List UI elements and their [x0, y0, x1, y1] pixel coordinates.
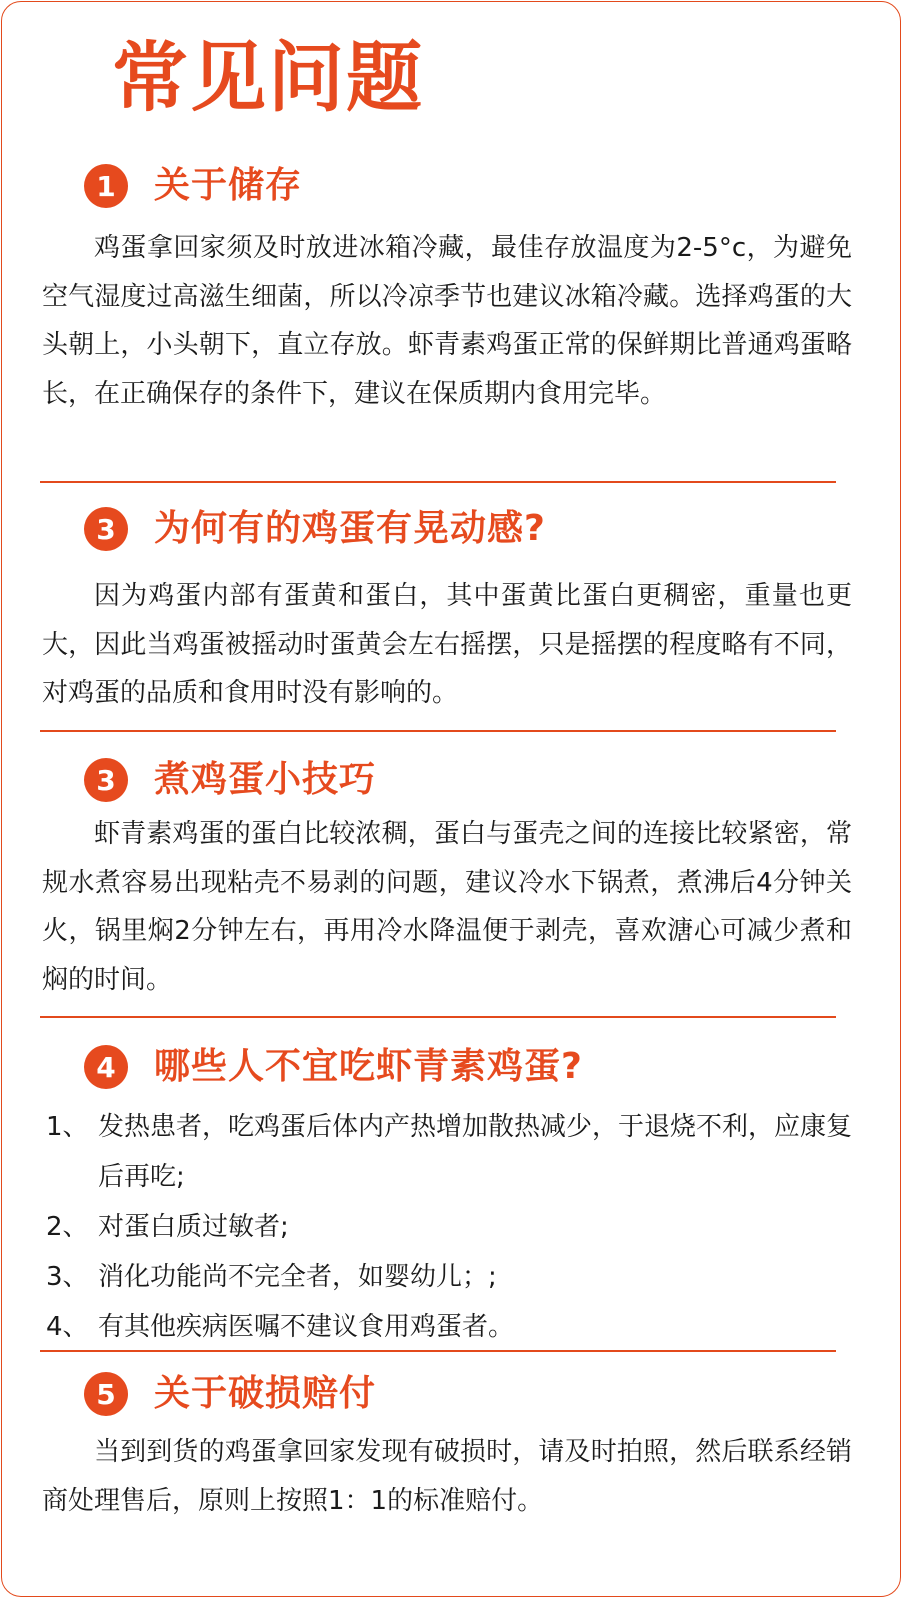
list-item: [46, 1102, 866, 1202]
not-suitable-list: [46, 1102, 866, 1352]
list-item-text: 有其他疾病医嘱不建议食用鸡蛋者。: [98, 1312, 515, 1342]
number-badge: 3: [84, 758, 128, 802]
section-title-not-suitable: 哪些人不宜吃虾青素鸡蛋?: [154, 1046, 583, 1087]
section-title-damage-compensation: 关于破损赔付: [154, 1373, 377, 1414]
list-item-text: 对蛋白质过敏者;: [98, 1212, 289, 1242]
list-item-number: 1、: [46, 1112, 89, 1142]
section-header-storage: [84, 162, 302, 210]
list-item-number: 3、: [46, 1262, 89, 1292]
section-divider: [40, 1016, 836, 1018]
section-header-boiling-tips: [84, 756, 376, 804]
section-divider: [40, 481, 836, 483]
list-item-text: 消化功能尚不完全者，如婴幼儿；;: [98, 1262, 497, 1292]
number-badge: 5: [84, 1372, 128, 1416]
section-divider: [40, 730, 836, 732]
number-badge: 4: [84, 1045, 128, 1089]
number-badge: 3: [84, 507, 128, 551]
section-title-boiling-tips: 煮鸡蛋小技巧: [154, 759, 377, 800]
section-header-damage-compensation: [84, 1370, 376, 1418]
section-divider: [40, 1350, 836, 1352]
section-body-boiling-tips: 虾青素鸡蛋的蛋白比较浓稠，蛋白与蛋壳之间的连接比较紧密，常规水煮容易出现粘壳不易剥的问题，建议冷水下锅煮，煮沸后4分钟关火，锅里焖2分钟左右，再用冷水降温便于剥壳，喜欢溏心可减少煮和焖的时间。: [42, 819, 852, 995]
list-item-number: 4、: [46, 1312, 89, 1342]
page-title: 常见问题: [112, 33, 424, 122]
section-title-shaking: 为何有的鸡蛋有晃动感?: [154, 508, 546, 549]
section-body-storage: 鸡蛋拿回家须及时放进冰箱冷藏，最佳存放温度为2-5°c，为避免空气湿度过高滋生细菌，所以冷凉季节也建议冰箱冷藏。选择鸡蛋的大头朝上，小头朝下，直立存放。虾青素鸡蛋正常的保鲜期比普通鸡蛋略长，在正确保存的条件下，建议在保质期内食用完毕。: [42, 233, 852, 409]
list-item-text: 发热患者，吃鸡蛋后体内产热增加散热减少，于退烧不利，应康复后再吃;: [98, 1112, 853, 1192]
section-body-damage-compensation: 当到到货的鸡蛋拿回家发现有破损时，请及时拍照，然后联系经销商处理售后，原则上按照1：1的标准赔付。: [42, 1437, 852, 1516]
number-badge: 1: [84, 164, 128, 208]
section-header-not-suitable: [84, 1043, 583, 1091]
list-item: [46, 1202, 866, 1252]
list-item: [46, 1302, 866, 1352]
list-item-number: 2、: [46, 1212, 89, 1242]
section-body-shaking: 因为鸡蛋内部有蛋黄和蛋白，其中蛋黄比蛋白更稠密，重量也更大，因此当鸡蛋被摇动时蛋黄会左右摇摆，只是摇摆的程度略有不同，对鸡蛋的品质和食用时没有影响的。: [42, 581, 852, 708]
section-header-shaking: [84, 505, 546, 553]
list-item: [46, 1252, 866, 1302]
section-title-storage: 关于储存: [154, 165, 303, 206]
